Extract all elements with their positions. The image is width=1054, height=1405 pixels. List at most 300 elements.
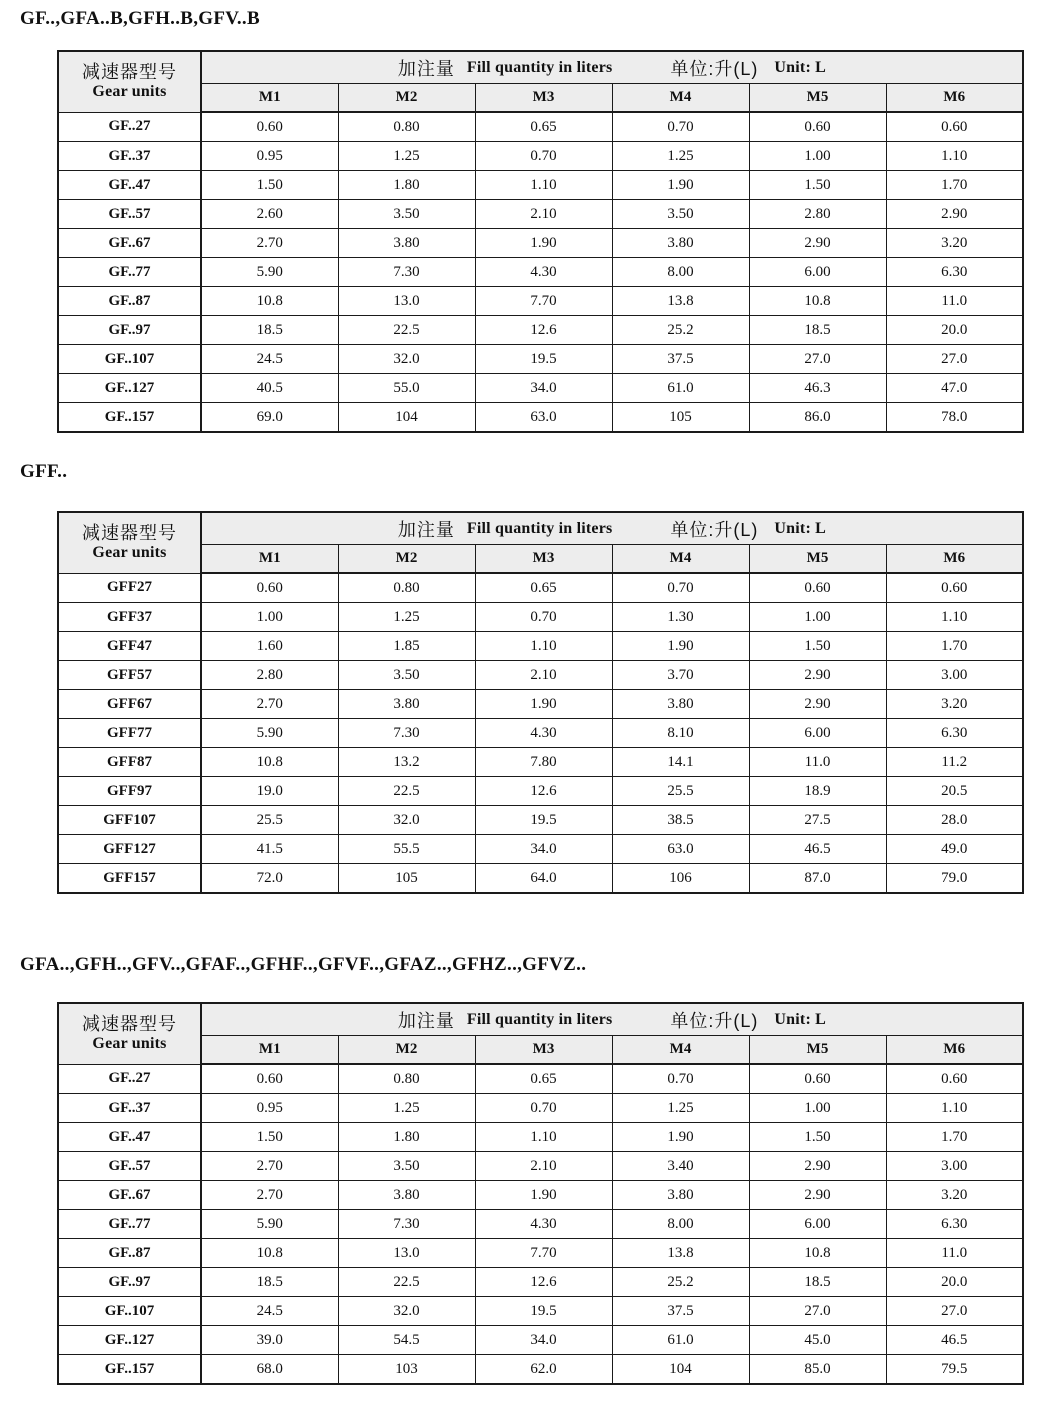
model-cell: GF..67 (58, 1181, 201, 1210)
value-cell: 37.5 (612, 345, 749, 374)
table-row (58, 1268, 1023, 1297)
value-cell: 54.5 (338, 1326, 475, 1355)
value-cell: 1.30 (612, 603, 749, 632)
table-row (58, 835, 1023, 864)
value-cell: 27.0 (886, 345, 1023, 374)
value-cell: 3.20 (886, 690, 1023, 719)
table-row (58, 719, 1023, 748)
table-row (58, 573, 1023, 603)
value-cell: 0.60 (749, 112, 886, 142)
gear-units-label-cn: 减速器型号 (82, 1014, 177, 1035)
value-cell: 78.0 (886, 403, 1023, 433)
fill-quantity-label-cn: 加注量 (397, 1010, 455, 1031)
value-cell: 3.00 (886, 1152, 1023, 1181)
value-cell: 13.8 (612, 1239, 749, 1268)
value-cell: 25.2 (612, 1268, 749, 1297)
model-cell: GF..57 (58, 1152, 201, 1181)
value-cell: 13.2 (338, 748, 475, 777)
value-cell: 5.90 (201, 258, 338, 287)
table-row (58, 1239, 1023, 1268)
value-cell: 79.0 (886, 864, 1023, 894)
table-row (58, 632, 1023, 661)
column-header-m3: M3 (475, 84, 612, 113)
table-row (58, 748, 1023, 777)
column-header-m1: M1 (201, 545, 338, 574)
value-cell: 1.70 (886, 632, 1023, 661)
value-cell: 0.60 (201, 1064, 338, 1094)
value-cell: 0.95 (201, 1094, 338, 1123)
model-cell: GF..97 (58, 316, 201, 345)
table-row (58, 864, 1023, 894)
value-cell: 2.10 (475, 1152, 612, 1181)
value-cell: 39.0 (201, 1326, 338, 1355)
value-cell: 11.0 (749, 748, 886, 777)
value-cell: 18.5 (201, 1268, 338, 1297)
value-cell: 20.0 (886, 1268, 1023, 1297)
table-row (58, 229, 1023, 258)
value-cell: 1.25 (612, 1094, 749, 1123)
value-cell: 19.0 (201, 777, 338, 806)
model-cell: GFF37 (58, 603, 201, 632)
value-cell: 0.60 (201, 112, 338, 142)
value-cell: 0.70 (475, 1094, 612, 1123)
value-cell: 85.0 (749, 1355, 886, 1385)
value-cell: 45.0 (749, 1326, 886, 1355)
value-cell: 7.70 (475, 1239, 612, 1268)
value-cell: 25.5 (612, 777, 749, 806)
value-cell: 24.5 (201, 1297, 338, 1326)
value-cell: 4.30 (475, 719, 612, 748)
column-header-m2: M2 (338, 84, 475, 113)
value-cell: 104 (612, 1355, 749, 1385)
model-cell: GFF157 (58, 864, 201, 894)
value-cell: 12.6 (475, 1268, 612, 1297)
value-cell: 22.5 (338, 316, 475, 345)
value-cell: 2.10 (475, 200, 612, 229)
value-cell: 105 (338, 864, 475, 894)
value-cell: 0.65 (475, 573, 612, 603)
value-cell: 6.00 (749, 258, 886, 287)
value-cell: 4.30 (475, 258, 612, 287)
value-cell: 103 (338, 1355, 475, 1385)
column-header-m4: M4 (612, 84, 749, 113)
value-cell: 1.00 (749, 1094, 886, 1123)
value-cell: 0.95 (201, 142, 338, 171)
table-row (58, 1064, 1023, 1094)
value-cell: 1.50 (749, 171, 886, 200)
value-cell: 1.25 (338, 1094, 475, 1123)
table-row (58, 374, 1023, 403)
model-cell: GF..157 (58, 1355, 201, 1385)
unit-label-en: Unit: L (774, 519, 827, 537)
model-cell: GF..87 (58, 1239, 201, 1268)
value-cell: 1.70 (886, 1123, 1023, 1152)
value-cell: 47.0 (886, 374, 1023, 403)
model-cell: GF..27 (58, 1064, 201, 1094)
value-cell: 2.10 (475, 661, 612, 690)
value-cell: 1.10 (475, 1123, 612, 1152)
value-cell: 55.0 (338, 374, 475, 403)
model-cell: GF..67 (58, 229, 201, 258)
table-row (58, 777, 1023, 806)
value-cell: 27.0 (749, 345, 886, 374)
value-cell: 62.0 (475, 1355, 612, 1385)
model-cell: GFF27 (58, 573, 201, 603)
value-cell: 3.40 (612, 1152, 749, 1181)
column-header-m6: M6 (886, 84, 1023, 113)
value-cell: 1.50 (201, 171, 338, 200)
value-cell: 18.5 (201, 316, 338, 345)
value-cell: 5.90 (201, 719, 338, 748)
value-cell: 0.65 (475, 112, 612, 142)
model-cell: GF..77 (58, 1210, 201, 1239)
table-row (58, 806, 1023, 835)
value-cell: 2.70 (201, 690, 338, 719)
value-cell: 14.1 (612, 748, 749, 777)
value-cell: 2.90 (749, 661, 886, 690)
value-cell: 19.5 (475, 1297, 612, 1326)
value-cell: 2.90 (749, 690, 886, 719)
value-cell: 6.00 (749, 719, 886, 748)
value-cell: 0.60 (749, 1064, 886, 1094)
value-cell: 1.00 (749, 142, 886, 171)
value-cell: 18.9 (749, 777, 886, 806)
model-cell: GF..97 (58, 1268, 201, 1297)
value-cell: 19.5 (475, 345, 612, 374)
value-cell: 72.0 (201, 864, 338, 894)
column-header-m1: M1 (201, 84, 338, 113)
value-cell: 1.00 (201, 603, 338, 632)
value-cell: 1.80 (338, 1123, 475, 1152)
value-cell: 1.90 (475, 690, 612, 719)
table-row (58, 142, 1023, 171)
model-cell: GF..37 (58, 1094, 201, 1123)
table-row (58, 603, 1023, 632)
model-cell: GF..57 (58, 200, 201, 229)
value-cell: 69.0 (201, 403, 338, 433)
column-header-m4: M4 (612, 545, 749, 574)
value-cell: 6.00 (749, 1210, 886, 1239)
value-cell: 0.80 (338, 112, 475, 142)
value-cell: 2.60 (201, 200, 338, 229)
model-cell: GFF87 (58, 748, 201, 777)
value-cell: 2.70 (201, 1181, 338, 1210)
section-gff (20, 461, 1024, 894)
value-cell: 3.50 (338, 200, 475, 229)
value-cell: 0.60 (749, 573, 886, 603)
value-cell: 46.3 (749, 374, 886, 403)
value-cell: 8.00 (612, 1210, 749, 1239)
value-cell: 3.80 (338, 690, 475, 719)
value-cell: 46.5 (886, 1326, 1023, 1355)
table-row (58, 1123, 1023, 1152)
value-cell: 106 (612, 864, 749, 894)
value-cell: 0.70 (612, 112, 749, 142)
value-cell: 1.25 (338, 603, 475, 632)
measure-columns-row (58, 1036, 1023, 1065)
fill-quantity-label-cn: 加注量 (397, 519, 455, 540)
value-cell: 0.60 (886, 112, 1023, 142)
value-cell: 3.80 (612, 229, 749, 258)
table-row (58, 1355, 1023, 1385)
value-cell: 1.90 (612, 632, 749, 661)
fill-quantity-label-en: Fill quantity in liters (466, 519, 613, 537)
table-row (58, 345, 1023, 374)
gear-units-label-en: Gear units (92, 543, 167, 561)
unit-label-cn: 单位:升(L) (670, 1010, 759, 1031)
section-title: GFF.. (20, 461, 68, 482)
value-cell: 1.90 (612, 1123, 749, 1152)
unit-label-en: Unit: L (774, 58, 827, 76)
gear-units-label-cn: 减速器型号 (82, 62, 177, 83)
value-cell: 32.0 (338, 1297, 475, 1326)
value-cell: 1.80 (338, 171, 475, 200)
column-header-m2: M2 (338, 1036, 475, 1065)
value-cell: 3.80 (338, 1181, 475, 1210)
value-cell: 4.30 (475, 1210, 612, 1239)
value-cell: 34.0 (475, 835, 612, 864)
table-body (58, 1064, 1023, 1384)
value-cell: 68.0 (201, 1355, 338, 1385)
value-cell: 7.30 (338, 258, 475, 287)
value-cell: 1.90 (475, 1181, 612, 1210)
value-cell: 11.2 (886, 748, 1023, 777)
value-cell: 8.00 (612, 258, 749, 287)
table-body (58, 573, 1023, 893)
value-cell: 13.8 (612, 287, 749, 316)
model-cell: GFF57 (58, 661, 201, 690)
value-cell: 7.30 (338, 719, 475, 748)
value-cell: 10.8 (201, 287, 338, 316)
value-cell: 20.5 (886, 777, 1023, 806)
model-cell: GF..157 (58, 403, 201, 433)
column-header-m2: M2 (338, 545, 475, 574)
value-cell: 1.50 (749, 1123, 886, 1152)
value-cell: 1.50 (201, 1123, 338, 1152)
value-cell: 105 (612, 403, 749, 433)
gear-units-label-en: Gear units (92, 1034, 167, 1052)
model-cell: GF..27 (58, 112, 201, 142)
model-cell: GF..107 (58, 345, 201, 374)
gear-units-header-cell (58, 512, 201, 573)
table-row (58, 1326, 1023, 1355)
value-cell: 3.20 (886, 1181, 1023, 1210)
value-cell: 1.70 (886, 171, 1023, 200)
fill-quantity-table (57, 1002, 1024, 1385)
value-cell: 11.0 (886, 287, 1023, 316)
gear-units-label-cn: 减速器型号 (82, 523, 177, 544)
table-row (58, 316, 1023, 345)
value-cell: 2.90 (886, 200, 1023, 229)
value-cell: 3.70 (612, 661, 749, 690)
value-cell: 61.0 (612, 1326, 749, 1355)
value-cell: 11.0 (886, 1239, 1023, 1268)
table-row (58, 1152, 1023, 1181)
unit-label-cn: 单位:升(L) (670, 519, 759, 540)
value-cell: 40.5 (201, 374, 338, 403)
model-cell: GFF47 (58, 632, 201, 661)
value-cell: 2.80 (201, 661, 338, 690)
value-cell: 3.00 (886, 661, 1023, 690)
model-cell: GFF127 (58, 835, 201, 864)
value-cell: 6.30 (886, 1210, 1023, 1239)
value-cell: 49.0 (886, 835, 1023, 864)
value-cell: 3.20 (886, 229, 1023, 258)
gear-units-header-cell (58, 1003, 201, 1064)
column-header-m3: M3 (475, 545, 612, 574)
value-cell: 34.0 (475, 1326, 612, 1355)
value-cell: 10.8 (749, 287, 886, 316)
column-header-m6: M6 (886, 545, 1023, 574)
value-cell: 1.50 (749, 632, 886, 661)
value-cell: 0.60 (886, 573, 1023, 603)
value-cell: 0.80 (338, 573, 475, 603)
table-row (58, 200, 1023, 229)
value-cell: 32.0 (338, 345, 475, 374)
column-header-m5: M5 (749, 84, 886, 113)
value-cell: 7.70 (475, 287, 612, 316)
value-cell: 3.80 (612, 690, 749, 719)
value-cell: 61.0 (612, 374, 749, 403)
fill-quantity-header-cell (201, 1003, 1023, 1036)
model-cell: GFF97 (58, 777, 201, 806)
table-row (58, 661, 1023, 690)
table-header (58, 51, 1023, 112)
value-cell: 7.30 (338, 1210, 475, 1239)
table-row (58, 1094, 1023, 1123)
value-cell: 2.80 (749, 200, 886, 229)
table-row (58, 112, 1023, 142)
value-cell: 28.0 (886, 806, 1023, 835)
value-cell: 3.50 (338, 661, 475, 690)
value-cell: 2.90 (749, 1181, 886, 1210)
table-row (58, 1181, 1023, 1210)
column-header-m6: M6 (886, 1036, 1023, 1065)
value-cell: 1.10 (475, 632, 612, 661)
value-cell: 8.10 (612, 719, 749, 748)
value-cell: 12.6 (475, 777, 612, 806)
value-cell: 0.65 (475, 1064, 612, 1094)
value-cell: 1.60 (201, 632, 338, 661)
value-cell: 38.5 (612, 806, 749, 835)
value-cell: 13.0 (338, 1239, 475, 1268)
model-cell: GFF77 (58, 719, 201, 748)
value-cell: 1.85 (338, 632, 475, 661)
model-cell: GF..127 (58, 374, 201, 403)
fill-quantity-header-cell (201, 51, 1023, 84)
value-cell: 27.0 (749, 1297, 886, 1326)
value-cell: 2.70 (201, 1152, 338, 1181)
column-header-m5: M5 (749, 545, 886, 574)
fill-quantity-label-en: Fill quantity in liters (466, 58, 613, 76)
value-cell: 24.5 (201, 345, 338, 374)
value-cell: 86.0 (749, 403, 886, 433)
value-cell: 10.8 (201, 1239, 338, 1268)
gear-units-header-cell (58, 51, 201, 112)
model-cell: GF..77 (58, 258, 201, 287)
section-title: GF..,GFA..B,GFH..B,GFV..B (20, 8, 260, 29)
value-cell: 0.80 (338, 1064, 475, 1094)
value-cell: 3.80 (612, 1181, 749, 1210)
model-cell: GF..47 (58, 171, 201, 200)
value-cell: 1.10 (886, 603, 1023, 632)
value-cell: 20.0 (886, 316, 1023, 345)
value-cell: 0.70 (612, 1064, 749, 1094)
model-cell: GF..107 (58, 1297, 201, 1326)
value-cell: 18.5 (749, 1268, 886, 1297)
value-cell: 63.0 (475, 403, 612, 433)
unit-label-en: Unit: L (774, 1010, 827, 1028)
value-cell: 22.5 (338, 777, 475, 806)
gear-units-label-en: Gear units (92, 82, 167, 100)
section-gfa-gfhz (20, 954, 1024, 1385)
value-cell: 1.10 (886, 142, 1023, 171)
value-cell: 1.25 (338, 142, 475, 171)
value-cell: 2.90 (749, 1152, 886, 1181)
value-cell: 5.90 (201, 1210, 338, 1239)
model-cell: GFF67 (58, 690, 201, 719)
section-gf-gfab (20, 8, 1024, 433)
value-cell: 25.2 (612, 316, 749, 345)
value-cell: 12.6 (475, 316, 612, 345)
table-row (58, 171, 1023, 200)
table-body (58, 112, 1023, 432)
table-row (58, 1297, 1023, 1326)
fill-quantity-table (57, 511, 1024, 894)
value-cell: 18.5 (749, 316, 886, 345)
value-cell: 3.80 (338, 229, 475, 258)
unit-label-cn: 单位:升(L) (670, 58, 759, 79)
table-row (58, 1210, 1023, 1239)
value-cell: 2.90 (749, 229, 886, 258)
value-cell: 25.5 (201, 806, 338, 835)
measure-columns-row (58, 84, 1023, 113)
column-header-m3: M3 (475, 1036, 612, 1065)
value-cell: 41.5 (201, 835, 338, 864)
fill-quantity-label-en: Fill quantity in liters (466, 1010, 613, 1028)
value-cell: 55.5 (338, 835, 475, 864)
value-cell: 19.5 (475, 806, 612, 835)
value-cell: 0.70 (475, 142, 612, 171)
model-cell: GF..37 (58, 142, 201, 171)
column-header-m4: M4 (612, 1036, 749, 1065)
table-row (58, 287, 1023, 316)
value-cell: 87.0 (749, 864, 886, 894)
value-cell: 6.30 (886, 258, 1023, 287)
model-cell: GF..87 (58, 287, 201, 316)
section-title: GFA..,GFH..,GFV..,GFAF..,GFHF..,GFVF..,GFAZ..,GFHZ..,GFVZ.. (20, 954, 587, 975)
value-cell: 3.50 (338, 1152, 475, 1181)
value-cell: 0.70 (475, 603, 612, 632)
value-cell: 34.0 (475, 374, 612, 403)
value-cell: 3.50 (612, 200, 749, 229)
value-cell: 10.8 (749, 1239, 886, 1268)
value-cell: 32.0 (338, 806, 475, 835)
value-cell: 22.5 (338, 1268, 475, 1297)
value-cell: 1.90 (612, 171, 749, 200)
table-row (58, 690, 1023, 719)
column-header-m1: M1 (201, 1036, 338, 1065)
value-cell: 2.70 (201, 229, 338, 258)
fill-quantity-table (57, 50, 1024, 433)
model-cell: GFF107 (58, 806, 201, 835)
column-header-m5: M5 (749, 1036, 886, 1065)
value-cell: 1.10 (886, 1094, 1023, 1123)
measure-columns-row (58, 545, 1023, 574)
model-cell: GF..47 (58, 1123, 201, 1152)
table-row (58, 258, 1023, 287)
value-cell: 1.25 (612, 142, 749, 171)
